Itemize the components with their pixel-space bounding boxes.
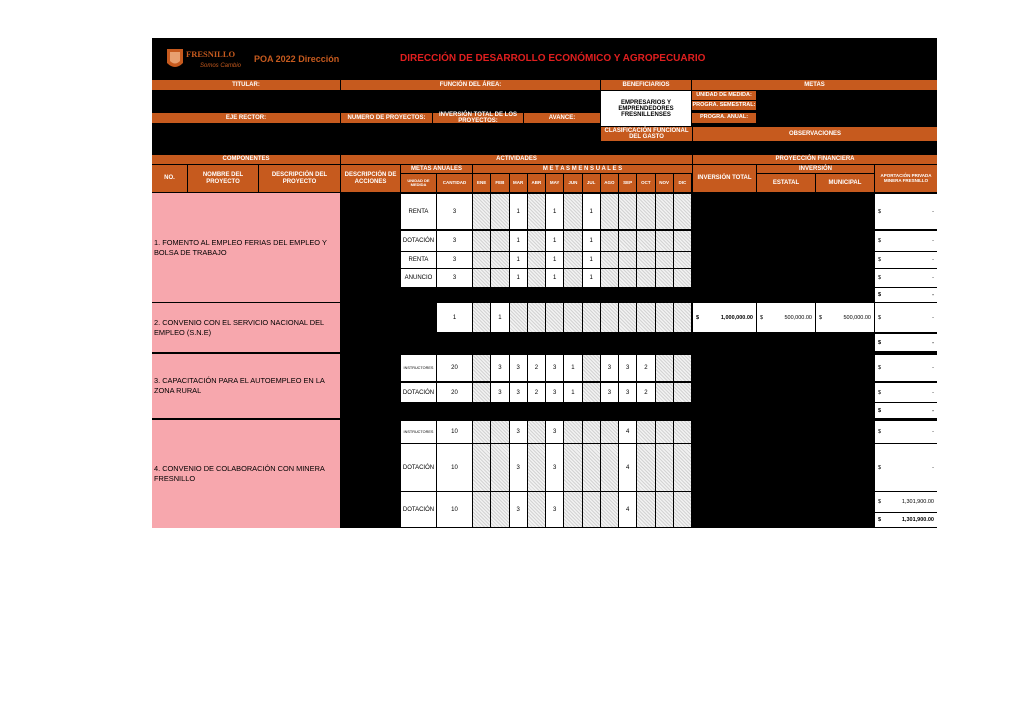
row-unit-8: INSTRUCTORES xyxy=(401,421,436,443)
row-1-month-5: 1 xyxy=(546,194,563,229)
row-10-month-6 xyxy=(564,492,581,527)
month-header-dic: DIC xyxy=(674,174,691,192)
month-header-mar: MAR xyxy=(510,174,527,192)
row2-inversion-total-cell xyxy=(693,303,756,332)
row-3-month-11 xyxy=(656,252,673,268)
row-4-month-9 xyxy=(619,269,636,287)
subtotal-4 xyxy=(875,513,937,527)
row-5-month-3 xyxy=(510,303,527,332)
row-3-month-2 xyxy=(491,252,508,268)
row-8-month-9: 4 xyxy=(619,421,636,443)
row-6-month-3: 3 xyxy=(510,355,527,381)
month-header-feb: FEB xyxy=(491,174,508,192)
row-4-month-1 xyxy=(473,269,490,287)
row-qty-9: 10 xyxy=(437,444,472,491)
row-1-month-6 xyxy=(564,194,581,229)
row-aport-7 xyxy=(875,383,937,402)
row-2-month-5: 1 xyxy=(546,231,563,251)
aport-value: - xyxy=(932,238,934,244)
row-7-month-6: 1 xyxy=(564,383,581,402)
aport-currency: $ xyxy=(878,314,882,321)
row-8-month-3: 3 xyxy=(510,421,527,443)
month-header-abr: ABR xyxy=(528,174,545,192)
month-header-nov: NOV xyxy=(656,174,673,192)
aport-currency: $ xyxy=(878,208,882,215)
row-aport-8 xyxy=(875,421,937,443)
row-unit-6: INSTRUCTORES xyxy=(401,355,436,381)
row-10-month-1 xyxy=(473,492,490,527)
row-7-month-3: 3 xyxy=(510,383,527,402)
row-qty-7: 20 xyxy=(437,383,472,402)
project-name-2: 2. CONVENIO CON EL SERVICIO NACIONAL DEL EMPLEO (S.N.E) xyxy=(152,303,340,352)
row-4-month-4 xyxy=(528,269,545,287)
row-1-month-4 xyxy=(528,194,545,229)
proyeccion-header: PROYECCIÓN FINANCIERA xyxy=(693,155,937,164)
aport-value: - xyxy=(932,429,934,435)
amount: 500,000.00 xyxy=(784,314,812,321)
numero-proyectos-label: NUMERO DE PROYECTOS: xyxy=(341,113,432,123)
subtotal-currency: $ xyxy=(878,517,882,523)
row-5-month-1 xyxy=(473,303,490,332)
currency: $ xyxy=(696,314,700,321)
aport-value: - xyxy=(932,257,934,263)
row-aport-10 xyxy=(875,492,937,512)
row-6-month-11 xyxy=(656,355,673,381)
row-2-month-9 xyxy=(619,231,636,251)
row-8-month-4 xyxy=(528,421,545,443)
row-7-month-1 xyxy=(473,383,490,402)
row-unit-10: DOTACIÓN xyxy=(401,492,436,527)
no-header: NO. xyxy=(152,165,187,192)
row-5-month-5 xyxy=(546,303,563,332)
subtotal-value: - xyxy=(932,407,934,414)
month-header-ene: ENE xyxy=(473,174,490,192)
titular-label: TITULAR: xyxy=(152,80,340,90)
row-1-month-12 xyxy=(674,194,691,229)
row-2-month-7: 1 xyxy=(583,231,600,251)
row-aport-1 xyxy=(875,194,937,229)
row-5-month-2: 1 xyxy=(491,303,508,332)
unidad-header: UNIDAD DE MEDIDA xyxy=(401,174,436,192)
row-8-month-10 xyxy=(637,421,654,443)
project-name-3: 3. CAPACITACIÓN PARA EL AUTOEMPLEO EN LA ZONA RURAL xyxy=(152,354,340,418)
aport-value: - xyxy=(932,275,934,281)
row-unit-2: DOTACIÓN xyxy=(401,231,436,251)
descripcion-proyecto-header: DESCRIPCIÓN DEL PROYECTO xyxy=(259,165,340,192)
row-7-month-4: 2 xyxy=(528,383,545,402)
subtotal-value: - xyxy=(932,292,934,298)
row-qty-2: 3 xyxy=(437,231,472,251)
row-3-month-9 xyxy=(619,252,636,268)
row-4-month-6 xyxy=(564,269,581,287)
row-2-month-10 xyxy=(637,231,654,251)
row-9-month-3: 3 xyxy=(510,444,527,491)
row-unit-1: RENTA xyxy=(401,194,436,229)
row-qty-3: 3 xyxy=(437,252,472,268)
row-1-month-9 xyxy=(619,194,636,229)
month-header-jul: JUL xyxy=(583,174,600,192)
month-header-oct: OCT xyxy=(637,174,654,192)
row-2-month-6 xyxy=(564,231,581,251)
row-1-month-8 xyxy=(601,194,618,229)
row-5-month-11 xyxy=(656,303,673,332)
row-7-month-2: 3 xyxy=(491,383,508,402)
row-3-month-5: 1 xyxy=(546,252,563,268)
row-10-month-12 xyxy=(674,492,691,527)
row-7-month-5: 3 xyxy=(546,383,563,402)
row-4-month-10 xyxy=(637,269,654,287)
row-unit-3: RENTA xyxy=(401,252,436,268)
row-4-month-3: 1 xyxy=(510,269,527,287)
avance-label: AVANCE: xyxy=(524,113,600,123)
logo-tagline: Somos Cambio xyxy=(200,63,242,69)
amount: 1,000,000.00 xyxy=(720,314,753,321)
row-6-month-10: 2 xyxy=(637,355,654,381)
row-1-month-3: 1 xyxy=(510,194,527,229)
row-aport-4 xyxy=(875,269,937,287)
row-10-month-4 xyxy=(528,492,545,527)
aport-value: - xyxy=(932,365,934,371)
row-qty-10: 10 xyxy=(437,492,472,527)
row-9-month-1 xyxy=(473,444,490,491)
inversion-total-proyectos-label: INVERSIÓN TOTAL DE LOS PROYECTOS: xyxy=(433,113,523,123)
row-4-month-7: 1 xyxy=(583,269,600,287)
row-8-month-2 xyxy=(491,421,508,443)
row-3-month-7: 1 xyxy=(583,252,600,268)
eje-rector-label: EJE RECTOR: xyxy=(152,113,340,123)
row-9-month-8 xyxy=(601,444,618,491)
aport-value: - xyxy=(932,314,934,321)
row-5-month-4 xyxy=(528,303,545,332)
cantidad-header: CANTIDAD xyxy=(437,174,472,192)
row-2-month-2 xyxy=(491,231,508,251)
subtotal-2 xyxy=(875,334,937,351)
row-9-month-2 xyxy=(491,444,508,491)
currency: $ xyxy=(760,314,764,321)
row-6-month-5: 3 xyxy=(546,355,563,381)
progra-semestral-label: PROGRA. SEMESTRAL: xyxy=(692,101,756,110)
month-header-ago: AGO xyxy=(601,174,618,192)
row-3-month-12 xyxy=(674,252,691,268)
metas-label: METAS xyxy=(692,80,937,90)
row-1-month-1 xyxy=(473,194,490,229)
row-2-month-11 xyxy=(656,231,673,251)
row-6-month-7 xyxy=(583,355,600,381)
row-7-month-10: 2 xyxy=(637,383,654,402)
row-4-month-2 xyxy=(491,269,508,287)
row-7-month-11 xyxy=(656,383,673,402)
subtotal-3 xyxy=(875,403,937,418)
row-5-month-6 xyxy=(564,303,581,332)
row-3-month-6 xyxy=(564,252,581,268)
row-1-month-7: 1 xyxy=(583,194,600,229)
row-aport-3 xyxy=(875,252,937,268)
row-aport-9 xyxy=(875,444,937,491)
row2-municipal-cell xyxy=(816,303,874,332)
row-aport-2 xyxy=(875,231,937,251)
row-7-month-8: 3 xyxy=(601,383,618,402)
aport-value: - xyxy=(932,208,934,215)
row-3-month-4 xyxy=(528,252,545,268)
metas-anuales-header: METAS ANUALES xyxy=(401,165,472,173)
row-3-month-8 xyxy=(601,252,618,268)
row-qty-6: 20 xyxy=(437,355,472,381)
clasificacion-label: CLASIFICACIÓN FUNCIONAL DEL GASTO xyxy=(601,127,692,141)
metas-mensuales-header: M E T A S M E N S U A L E S xyxy=(473,165,692,173)
row-8-month-5: 3 xyxy=(546,421,563,443)
row-2-month-4 xyxy=(528,231,545,251)
row-10-month-5: 3 xyxy=(546,492,563,527)
row-8-month-11 xyxy=(656,421,673,443)
project-name-1: 1. FOMENTO AL EMPLEO FERIAS DEL EMPLEO Y BOLSA DE TRABAJO xyxy=(152,193,340,302)
nombre-header: NOMBRE DEL PROYECTO xyxy=(188,165,258,192)
row-unit-7: DOTACIÓN xyxy=(401,383,436,402)
row-unit-4: ANUNCIO xyxy=(401,269,436,287)
aport-currency: $ xyxy=(878,365,882,371)
row-aport-5 xyxy=(875,303,937,332)
month-header-may: MAY xyxy=(546,174,563,192)
aportacion-header: APORTACIÓN PRIVADA MINERA FRESNILLO xyxy=(875,165,937,192)
row-4-month-11 xyxy=(656,269,673,287)
row-qty-4: 3 xyxy=(437,269,472,287)
row-6-month-4: 2 xyxy=(528,355,545,381)
row-9-month-10 xyxy=(637,444,654,491)
row-2-month-1 xyxy=(473,231,490,251)
componentes-header: COMPONENTES xyxy=(152,155,340,164)
progra-anual-label: PROGRA. ANUAL: xyxy=(692,113,756,123)
beneficiarios-label: BENEFICIARIOS xyxy=(601,80,691,90)
row-4-month-8 xyxy=(601,269,618,287)
row2-estatal-cell xyxy=(757,303,815,332)
row-6-month-9: 3 xyxy=(619,355,636,381)
row-10-month-11 xyxy=(656,492,673,527)
aport-currency: $ xyxy=(878,275,882,281)
observaciones-label: OBSERVACIONES xyxy=(693,127,937,141)
logo-wordmark: FRESNILLO xyxy=(186,49,236,59)
descripcion-acciones-header: DESCRIPCIÓN DE ACCIONES xyxy=(341,165,400,192)
subtotal-currency: $ xyxy=(878,339,882,346)
unidad-medida-label: UNIDAD DE MEDIDA: xyxy=(692,91,756,100)
row-10-month-7 xyxy=(583,492,600,527)
estatal-header: ESTATAL xyxy=(757,174,815,192)
row-6-month-2: 3 xyxy=(491,355,508,381)
row-10-month-8 xyxy=(601,492,618,527)
row-10-month-3: 3 xyxy=(510,492,527,527)
aport-value: - xyxy=(932,464,934,471)
row-7-month-12 xyxy=(674,383,691,402)
aport-currency: $ xyxy=(878,429,882,435)
actividades-header: ACTIVIDADES xyxy=(341,155,692,164)
subtotal-currency: $ xyxy=(878,292,882,298)
row-9-month-9: 4 xyxy=(619,444,636,491)
row-9-month-7 xyxy=(583,444,600,491)
subtotal-1 xyxy=(875,288,937,302)
row-9-month-11 xyxy=(656,444,673,491)
row-9-month-6 xyxy=(564,444,581,491)
aport-currency: $ xyxy=(878,464,882,471)
row-8-month-1 xyxy=(473,421,490,443)
row-qty-1: 3 xyxy=(437,194,472,229)
month-header-jun: JUN xyxy=(564,174,581,192)
row-3-month-1 xyxy=(473,252,490,268)
row-qty-5: 1 xyxy=(437,303,472,332)
row-5-month-10 xyxy=(637,303,654,332)
row-2-month-12 xyxy=(674,231,691,251)
row-unit-9: DOTACIÓN xyxy=(401,444,436,491)
row-7-month-7 xyxy=(583,383,600,402)
poa-label: POA 2022 Dirección xyxy=(254,54,340,64)
row-9-month-4 xyxy=(528,444,545,491)
aport-currency: $ xyxy=(878,238,882,244)
aport-value: - xyxy=(932,389,934,396)
currency: $ xyxy=(819,314,823,321)
row-3-month-10 xyxy=(637,252,654,268)
inversion-total-header: INVERSIÓN TOTAL xyxy=(693,165,756,192)
amount: 500,000.00 xyxy=(843,314,871,321)
row-5-month-8 xyxy=(601,303,618,332)
row-6-month-8: 3 xyxy=(601,355,618,381)
beneficiarios-value: EMPRESARIOS Y EMPRENDEDORES FRESNILLENSES xyxy=(601,91,691,126)
row-4-month-12 xyxy=(674,269,691,287)
month-header-sep: SEP xyxy=(619,174,636,192)
row-4-month-5: 1 xyxy=(546,269,563,287)
row-9-month-5: 3 xyxy=(546,444,563,491)
row-10-month-9: 4 xyxy=(619,492,636,527)
project-name-4: 4. CONVENIO DE COLABORACIÓN CON MINERA FRESNILLO xyxy=(152,420,340,528)
row-qty-8: 10 xyxy=(437,421,472,443)
row-1-month-2 xyxy=(491,194,508,229)
aport-currency: $ xyxy=(878,257,882,263)
subtotal-value: 1,301,900.00 xyxy=(901,517,934,523)
row-10-month-2 xyxy=(491,492,508,527)
aport-currency: $ xyxy=(878,499,882,505)
subtotal-value: - xyxy=(932,339,934,346)
row-6-month-12 xyxy=(674,355,691,381)
row-8-month-7 xyxy=(583,421,600,443)
row-7-month-9: 3 xyxy=(619,383,636,402)
row-6-month-1 xyxy=(473,355,490,381)
row-2-month-3: 1 xyxy=(510,231,527,251)
page-title: DIRECCIÓN DE DESARROLLO ECONÓMICO Y AGROPECUARIO xyxy=(400,53,706,64)
row-aport-6 xyxy=(875,355,937,381)
inversion-header: INVERSIÓN xyxy=(757,165,874,173)
row-8-month-6 xyxy=(564,421,581,443)
row-1-month-10 xyxy=(637,194,654,229)
row-1-month-11 xyxy=(656,194,673,229)
row-8-month-8 xyxy=(601,421,618,443)
row-9-month-12 xyxy=(674,444,691,491)
row-6-month-6: 1 xyxy=(564,355,581,381)
row-3-month-3: 1 xyxy=(510,252,527,268)
row-5-month-7 xyxy=(583,303,600,332)
aport-value: 1,301,900.00 xyxy=(901,499,934,505)
row-8-month-12 xyxy=(674,421,691,443)
row-5-month-12 xyxy=(674,303,691,332)
row-5-month-9 xyxy=(619,303,636,332)
row-10-month-10 xyxy=(637,492,654,527)
municipal-header: MUNICIPAL xyxy=(816,174,874,192)
funcion-label: FUNCIÓN DEL ÁREA: xyxy=(341,80,600,90)
subtotal-currency: $ xyxy=(878,407,882,414)
row-2-month-8 xyxy=(601,231,618,251)
spreadsheet-sheet xyxy=(152,38,937,528)
aport-currency: $ xyxy=(878,389,882,396)
